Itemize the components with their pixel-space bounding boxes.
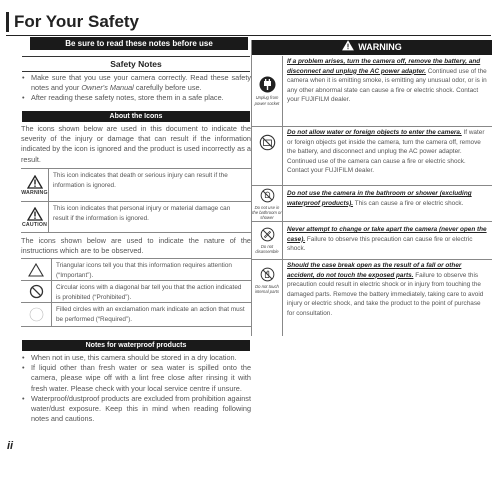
warning-panel-heading xyxy=(252,40,492,55)
no-disassemble-icon xyxy=(260,227,275,242)
about-icons-heading: About the Icons xyxy=(22,111,250,122)
warning-heading-icon xyxy=(342,40,354,51)
safety-notes-list xyxy=(21,73,251,104)
safety-note-item: • Make sure that you use your camera correctly. Read these safety notes and your Owner's Manual carefully before use. xyxy=(21,73,251,93)
instruction-row-prohibited xyxy=(21,281,251,303)
waterproof-note-item: • If liquid other than fresh water or sea water is spilled onto the camera, please wipe off with a lint free close after rinsing it with fresh water. Please check with your local service centre if unsure. xyxy=(21,363,251,394)
page-number: ii xyxy=(7,440,14,452)
bathroom-caption: Do not use in the bathroom or shower xyxy=(252,204,282,221)
warning-heading-label: WARNING xyxy=(358,42,402,52)
warning-item-broken-case: Should the case break open as the result of a fall or other accident, do not touch the exposed parts. Failure to observe this precaution could result in electric shock or in injury from touching the damaged parts. Remove the battery immediately, taking care to avoid injury or electric shock, and take the product to the point of purchase for consultation. xyxy=(287,262,484,317)
prohibited-icon xyxy=(29,284,44,299)
warning-triangle-icon xyxy=(27,175,43,189)
banner-read-notes: Be sure to read these notes before use xyxy=(30,37,248,50)
required-icon xyxy=(29,307,44,322)
caution-triangle-icon xyxy=(27,207,43,221)
safety-notes-rule-bottom xyxy=(22,71,250,72)
title-rule xyxy=(6,35,491,36)
unplug-caption: Unplug from power socket xyxy=(254,95,280,106)
warning-item-power: If a problem arises, turn the camera off, remove the battery, and disconnect and unplug the AC power adapter. Continued use of the camera when it is emitting smoke, is emitting any unusual odor, or is in any other abnormal state can cause a fire or electric shock. Contact your FUJIFILM dealer. xyxy=(287,58,487,104)
touch-icon-cell xyxy=(252,261,282,311)
severity-row-caution xyxy=(21,202,251,233)
unplug-icon-cell xyxy=(252,57,282,125)
about-icons-intro: The icons shown below are used in this document to indicate the severity of the injury or damage that can result if the information indicated by the icon is ignored and the product is used incorrectly as a result. xyxy=(21,124,251,164)
page-title: For Your Safety xyxy=(14,12,140,31)
safety-notes-rule-top xyxy=(22,56,250,57)
warning-description: This icon indicates that death or serious injury can result if the information is ignored. xyxy=(53,172,228,189)
instruction-icons-table xyxy=(21,258,251,327)
no-bathroom-icon xyxy=(260,188,275,203)
warning-item-disassemble: Never attempt to change or take apart the camera (never open the case). Failure to observe this precaution can cause fire or electric shock. xyxy=(287,226,487,253)
severity-row-warning xyxy=(21,169,251,202)
warning-item-bathroom: Do not use the camera in the bathroom or shower (excluding waterproof products). This can cause a fire or electric shock. xyxy=(287,190,472,207)
waterproof-heading: Notes for waterproof products xyxy=(22,340,250,351)
touch-caption: Do not touch internal parts xyxy=(254,284,280,295)
warning-row-divider xyxy=(252,185,492,186)
disassemble-caption: Do not disassemble xyxy=(255,243,279,254)
warning-item-water: Do not allow water or foreign objects to enter the camera. If water or foreign objects get inside the camera, turn the camera off, remove the battery, and disconnect and unplug the AC power adapter. Continued use of the camera can cause a fire or electric shock. Contact your FUJIFILM dealer. xyxy=(287,129,485,175)
nature-intro: The icons shown below are used to indicate the nature of the instructions which are to be observed. xyxy=(21,236,251,256)
waterproof-note-item: • When not in use, this camera should be stored in a dry location. xyxy=(21,353,251,363)
caution-label: CAUTION xyxy=(21,221,48,228)
instruction-row-required xyxy=(21,303,251,327)
bathroom-icon-cell xyxy=(252,187,282,221)
waterproof-note-item: • Waterproof/dustproof products are excluded from prohibition against water/dust exposure. Keep this in mind when reading following notes and cautions. xyxy=(21,394,251,425)
title-accent-bar xyxy=(6,12,9,32)
unplug-icon xyxy=(259,76,276,93)
triangle-icon xyxy=(28,263,44,277)
warning-row-divider xyxy=(252,221,492,222)
safety-notes-heading: Safety Notes xyxy=(110,59,162,69)
disassemble-icon-cell xyxy=(252,223,282,258)
foreign-objects-icon-cell xyxy=(252,128,282,184)
no-touch-icon xyxy=(260,267,275,282)
caution-description: This icon indicates that personal injury or material damage can result if the information is ignored. xyxy=(53,205,231,222)
no-foreign-objects-icon xyxy=(259,134,276,151)
important-description: Triangular icons tell you that this information requires attention (“Important”). xyxy=(56,262,232,279)
waterproof-notes-list xyxy=(21,353,251,424)
severity-icons-table xyxy=(21,168,251,233)
instruction-row-important xyxy=(21,259,251,281)
safety-note-item: • After reading these safety notes, store them in a safe place. xyxy=(21,93,251,103)
required-description: Filled circles with an exclamation mark indicate an action that must be performed (“Required”). xyxy=(56,306,245,323)
prohibited-description: Circular icons with a diagonal bar tell you that the action indicated is prohibited (“Prohibited”). xyxy=(56,284,242,301)
warning-label: WARNING xyxy=(21,189,48,196)
